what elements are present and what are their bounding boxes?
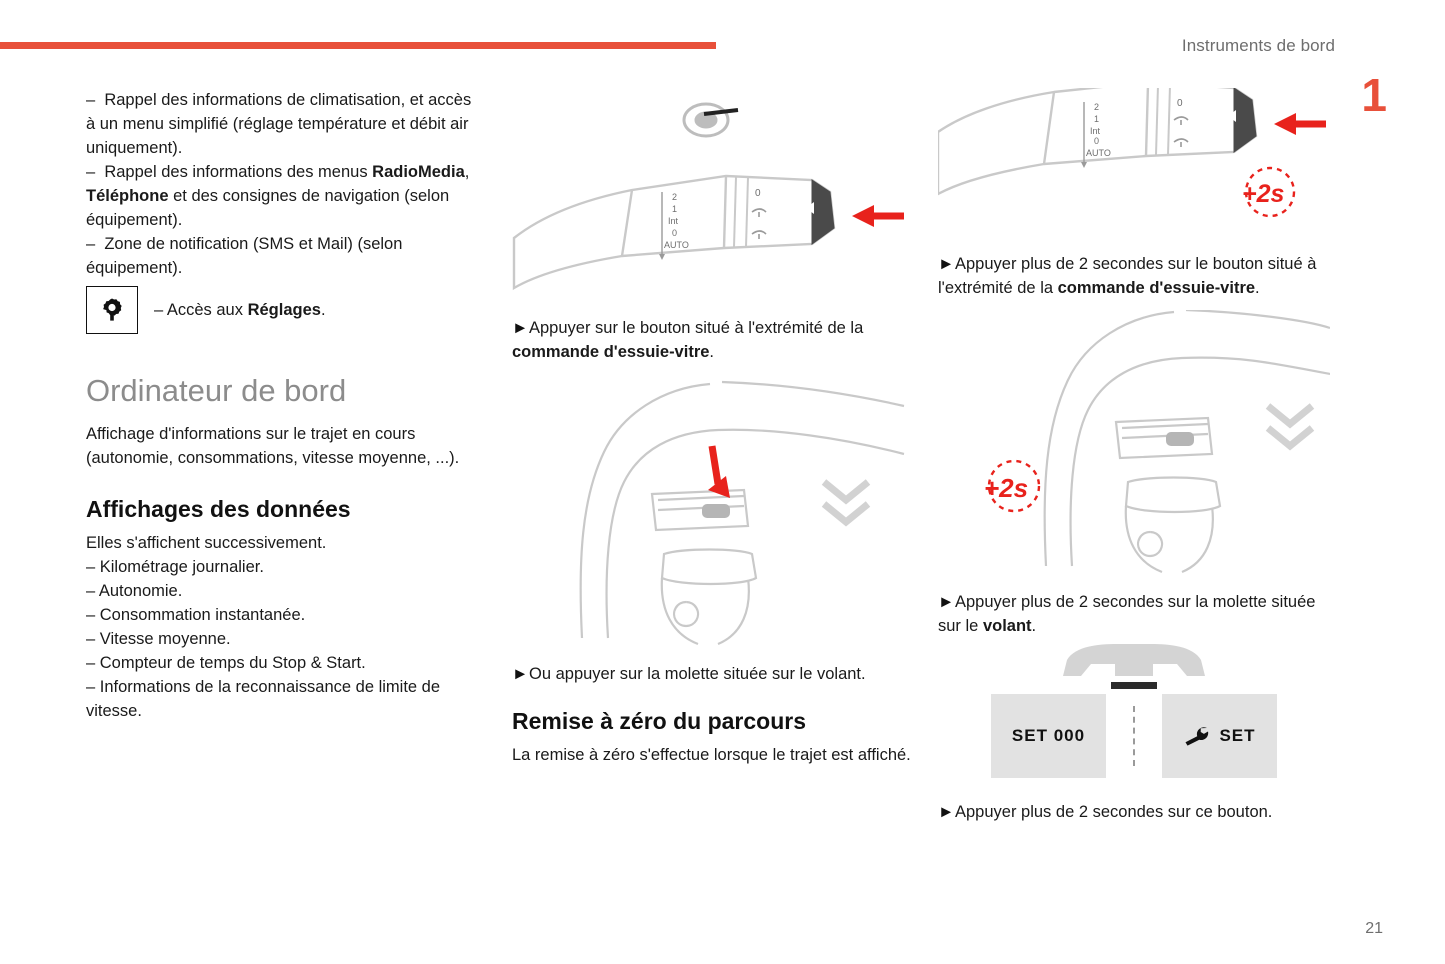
svg-text:0: 0 — [1177, 98, 1183, 109]
caption-wiper-2s-bold: commande d'essuie-vitre — [1057, 279, 1256, 297]
arrow-bullet-icon: ► — [938, 255, 955, 273]
brand-chevrons-icon — [824, 482, 868, 522]
wiper-stalk-2s-illustration — [938, 88, 1330, 228]
caption-wiper-stalk — [512, 316, 912, 364]
affichages-dash-list — [86, 555, 478, 723]
intro-item-1: – Rappel des informations de climatisation, et accès à un menu simplifié (réglage température et débit air uniquement). — [86, 91, 472, 157]
thumbwheel-button — [1166, 432, 1194, 446]
svg-text:2: 2 — [1094, 102, 1100, 112]
svg-text:2: 2 — [672, 192, 678, 202]
set-000-label: SET 000 — [1011, 726, 1086, 745]
set-wrench-button[interactable] — [1162, 694, 1277, 778]
caption-wiper-2s-prefix: Appuyer plus de 2 secondes sur le bouton situé à l'extrémité de la — [938, 255, 1317, 297]
arrow-bullet-icon: ► — [512, 319, 529, 337]
caption-wiper-prefix: Appuyer sur le bouton situé à l'extrémité de la — [529, 319, 864, 337]
affichages-item-1: – Autonomie. — [86, 582, 183, 601]
column-left — [86, 88, 478, 723]
figure-cluster-buttons — [938, 642, 1330, 778]
svg-text:0: 0 — [672, 228, 678, 238]
chapter-number: 1 — [1361, 69, 1387, 121]
gear-icon — [99, 297, 125, 323]
figure-steering-thumbwheel — [512, 378, 912, 652]
button-separator — [1106, 694, 1162, 778]
red-arrow-icon — [852, 205, 904, 227]
column-middle — [512, 88, 912, 767]
caption-cluster-text: Appuyer plus de 2 secondes sur ce bouton. — [955, 803, 1273, 821]
arrow-bullet-icon: ► — [512, 665, 529, 683]
remise-description: La remise à zéro s'effectue lorsque le trajet est affiché. — [512, 746, 911, 764]
settings-bold: Réglages — [247, 301, 321, 319]
column-right — [938, 88, 1330, 824]
page-number: 21 — [1365, 920, 1383, 937]
caption-thumbwheel-2s-prefix: Appuyer plus de 2 secondes sur la molette située sur le — [938, 593, 1316, 635]
heading-ordinateur-de-bord: Ordinateur de bord — [86, 373, 347, 408]
steering-wheel-thumbwheel-2s-illustration — [938, 310, 1330, 580]
caption-wiper-bold: commande d'essuie-vitre — [512, 343, 710, 361]
caption-thumbwheel-2s-suffix: . — [1031, 617, 1037, 635]
heading-affichages-des-donnees: Affichages des données — [86, 496, 351, 523]
affichages-item-2: – Consommation instantanée. — [86, 606, 306, 625]
figure-thumbwheel-2s — [938, 310, 1330, 580]
affichages-item-5: – Informations de la reconnaissance de limite de vitesse. — [86, 678, 441, 721]
svg-text:AUTO: AUTO — [1086, 148, 1111, 158]
caption-wiper-suffix: . — [709, 343, 715, 361]
svg-text:1: 1 — [1094, 114, 1100, 124]
affichages-item-3: – Vitesse moyenne. — [86, 630, 231, 649]
caption-thumbwheel-text: Ou appuyer sur la molette située sur le volant. — [529, 665, 866, 683]
ordinateur-description: Affichage d'informations sur le trajet en cours (autonomie, consommations, vitesse moyenne, ...). — [86, 425, 460, 468]
two-second-badge-icon — [984, 461, 1039, 511]
arrow-bullet-icon: ► — [938, 803, 955, 821]
affichages-item-4: – Compteur de temps du Stop & Start. — [86, 654, 366, 673]
page-header-title: Instruments de bord — [1181, 36, 1335, 55]
badge-label: +2s — [1242, 180, 1285, 208]
red-arrow-icon — [708, 446, 730, 498]
badge-label: +2s — [984, 473, 1029, 503]
caption-thumbwheel — [512, 662, 912, 686]
intro-dash-list — [86, 88, 478, 280]
figure-wiper-stalk-2s — [938, 88, 1330, 228]
caption-wiper-2s — [938, 252, 1330, 300]
affichages-item-0: – Kilométrage journalier. — [86, 558, 264, 577]
brand-chevrons-icon — [1268, 406, 1312, 446]
wrench-icon — [1183, 725, 1209, 747]
cluster-button-pair — [938, 694, 1330, 778]
red-arrow-icon — [1274, 113, 1326, 135]
intro-item-2: – Rappel des informations des menus RadioMedia, Téléphone et des consignes de navigation (selon équipement). — [86, 163, 470, 229]
affichages-intro: Elles s'affichent successivement. — [86, 534, 327, 553]
gear-icon-box — [86, 286, 138, 334]
intro-item-2-bold-telephone: Téléphone — [86, 187, 169, 205]
svg-text:AUTO: AUTO — [664, 240, 689, 250]
wiper-stalk-with-steering-wheel-illustration — [512, 88, 912, 306]
caption-thumbwheel-2s-bold: volant — [982, 617, 1032, 635]
steering-wheel-thumbwheel-illustration — [512, 378, 912, 652]
caption-thumbwheel-2s — [938, 590, 1330, 638]
thumbwheel-button — [702, 504, 730, 518]
arrow-bullet-icon: ► — [938, 593, 955, 611]
set-label: SET — [1219, 726, 1256, 745]
intro-item-2-bold-radiomedia: RadioMedia — [372, 163, 465, 181]
intro-item-3: – Zone de notification (SMS et Mail) (selon équipement). — [86, 235, 403, 277]
two-second-badge-icon — [1242, 168, 1294, 216]
caption-wiper-2s-suffix: . — [1255, 279, 1260, 297]
settings-access-text — [154, 298, 326, 322]
settings-prefix: – Accès aux — [154, 301, 248, 319]
svg-text:Int: Int — [668, 216, 679, 226]
svg-text:0: 0 — [1094, 136, 1100, 146]
svg-text:Int: Int — [1090, 126, 1101, 136]
settings-access-row — [86, 286, 478, 334]
heading-remise-a-zero: Remise à zéro du parcours — [512, 708, 806, 734]
header-accent-rule — [0, 42, 716, 49]
caption-cluster-button — [938, 800, 1330, 824]
figure-wiper-stalk — [512, 88, 912, 306]
svg-text:0: 0 — [755, 188, 761, 199]
settings-suffix: . — [320, 301, 326, 319]
svg-text:1: 1 — [672, 204, 678, 214]
set-000-button[interactable] — [991, 694, 1106, 778]
instrument-cluster-illustration — [1059, 642, 1209, 694]
